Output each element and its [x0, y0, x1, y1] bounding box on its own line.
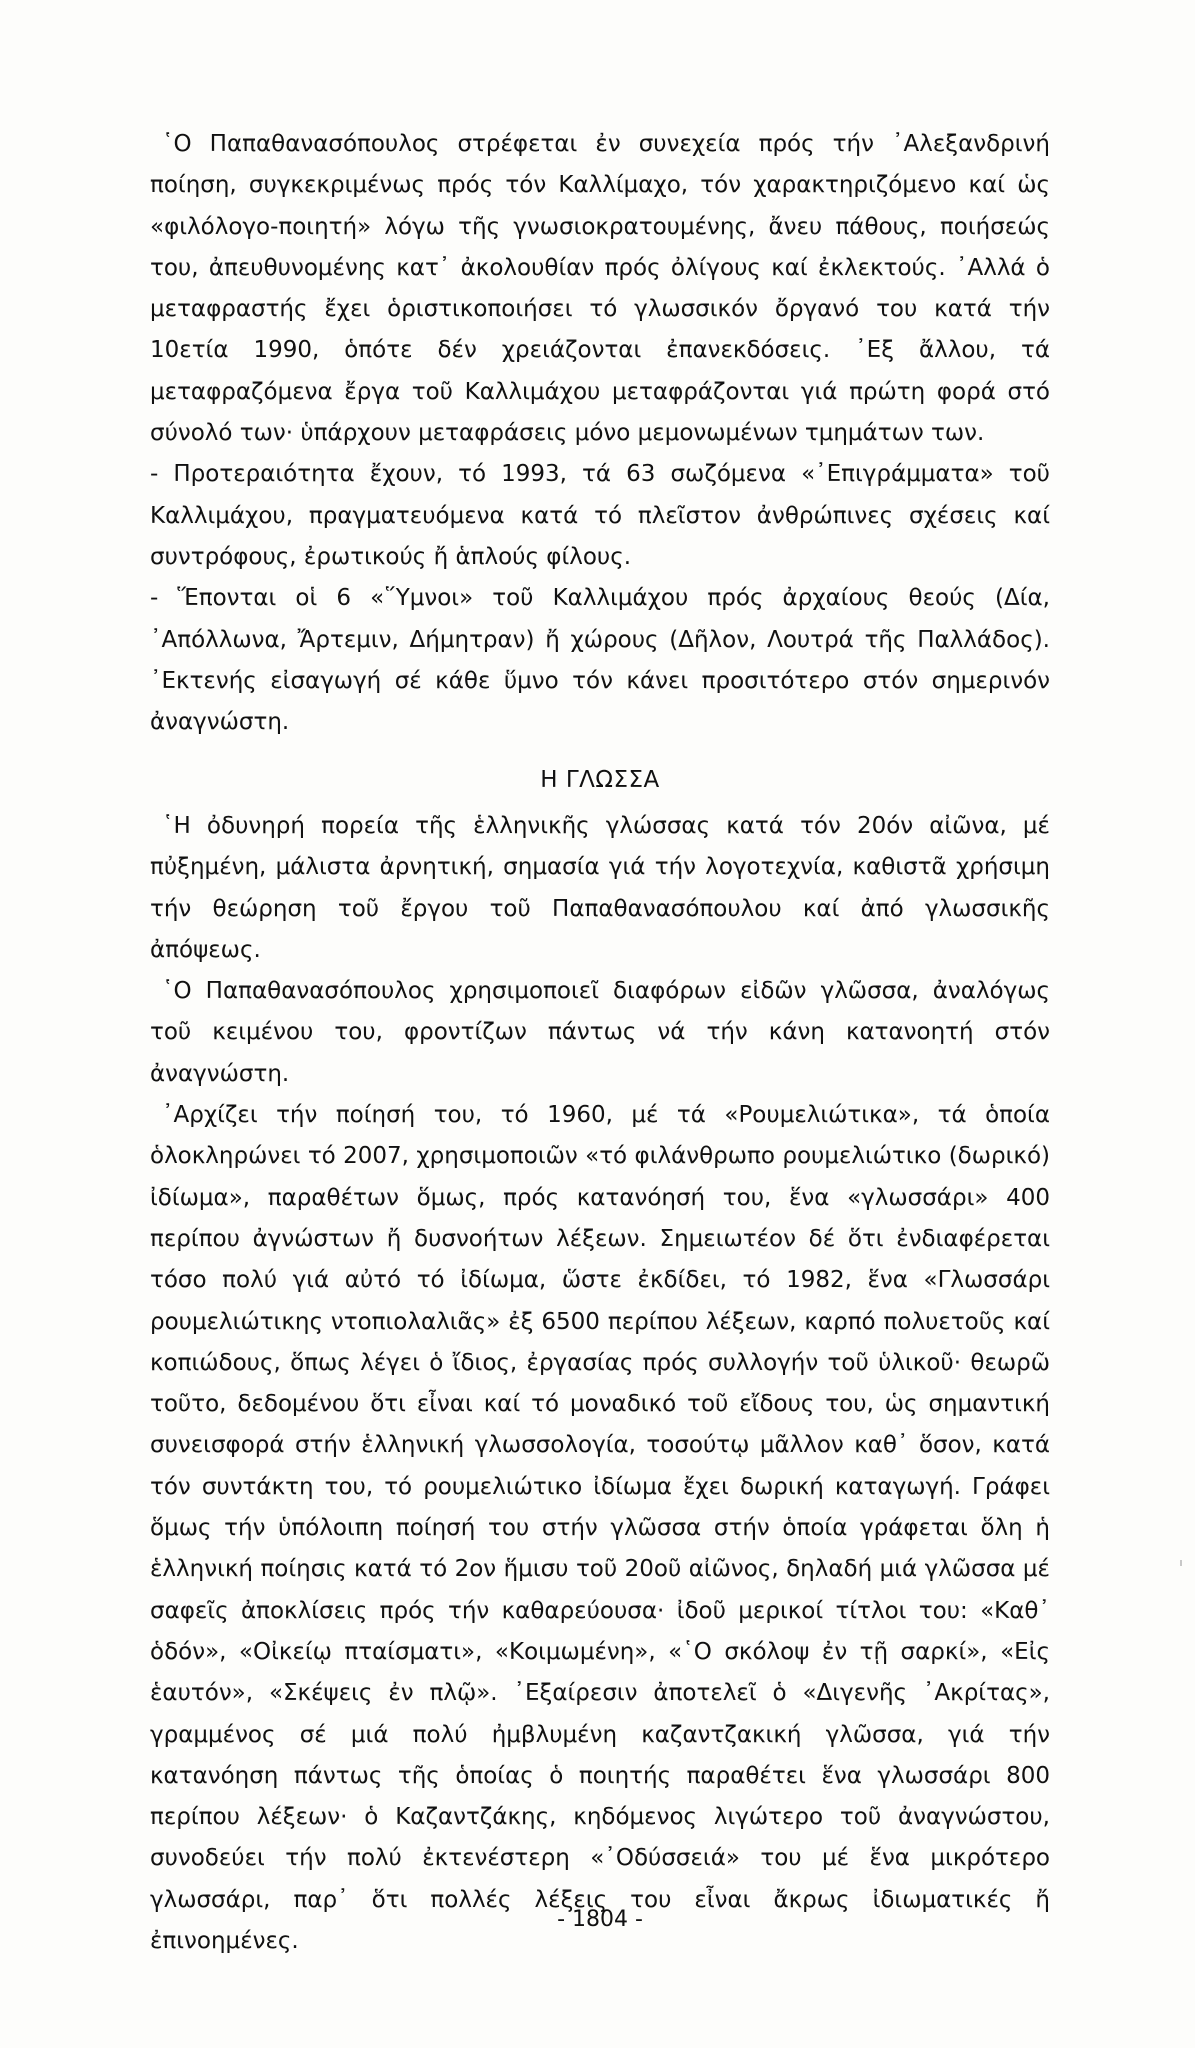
paragraph-language-intro: ῾Η ὀδυνηρή πορεία τῆς ἑλληνικῆς γλώσσας κατά τόν 20όν αἰῶνα, μέ πὐξημένη, μάλιστα ἀρνητική, σημασία γιά τήν λογοτεχνία, καθιστᾶ χρήσιμη τήν θεώρηση τοῦ ἔργου τοῦ Παπαθανασόπουλου καί ἀπό γλωσσικῆς ἀπόψεως.	[150, 813, 1050, 963]
section-heading: Η ΓΛΩΣΣΑ	[540, 767, 660, 793]
body-text-section-one	[150, 124, 1050, 743]
body-text-section-two	[150, 806, 1050, 1962]
paragraph-epigrams: - Προτεραιότητα ἔχουν, τό 1993, τά 63 σωζόμενα «᾿Επιγράμματα» τοῦ Καλλιμάχου, πραγματευόμενα κατά τό πλεῖστον ἀνθρώπινες σχέσεις καί συντρόφους, ἐρωτικούς ἤ ἁπλούς φίλους.	[150, 461, 1050, 570]
paragraph-roumeliotika: ᾿Αρχίζει τήν ποίησή του, τό 1960, μέ τά «Ρουμελιώτικα», τά ὁποία ὁλοκληρώνει τό 2007, χρησιμοποιῶν «τό φιλάνθρωπο ρουμελιώτικο (δωρικό) ἰδίωμα», παραθέτων ὅμως, πρός κατανόησή του, ἕνα «γλωσσάρι» 400 περίπου ἀγνώστων ἤ δυσνοήτων λέξεων. Σημειωτέον δέ ὅτι ἐνδιαφέρεται τόσο πολύ γιά αὐτό τό ἰδίωμα, ὥστε ἐκδίδει, τό 1982, ἕνα «Γλωσσάρι ρουμελιώτικης ντοπιολαλιᾶς» ἐξ 6500 περίπου λέξεων, καρπό πολυετοῦς καί κοπιώδους, ὅπως λέγει ὁ ἴδιος, ἐργασίας πρός συλλογήν τοῦ ὑλικοῦ· θεωρῶ τοῦτο, δεδομένου ὅτι εἶναι καί τό μοναδικό τοῦ εἴδους του, ὡς σημαντική συνεισφορά στήν ἑλληνική γλωσσολογία, τοσούτῳ μᾶλλον καθ᾿ ὅσον, κατά τόν συντάκτη του, τό ρουμελιώτικο ἰδίωμα ἔχει δωρική καταγωγή. Γράφει ὅμως τήν ὑπόλοιπη ποίησή του στήν γλῶσσα στήν ὁποία γράφεται ὅλη ἡ ἑλληνική ποίησις κατά τό 2ον ἥμισυ τοῦ 20οῦ αἰῶνος, δηλαδή μιά γλῶσσα μέ σαφεῖς ἀποκλίσεις πρός τήν καθαρεύουσα· ἰδοῦ μερικοί τίτλοι του: «Καθ᾿ ὁδόν», «Οἰκείῳ πταίσματι», «Κοιμωμένη», «῾Ο σκόλοψ ἐν τῇ σαρκί», «Εἰς ἑαυτόν», «Σκέψεις ἐν πλῷ». ᾿Εξαίρεσιν ἀποτελεῖ ὁ «Διγενῆς ᾿Ακρίτας», γραμμένος σέ μιά πολύ ἠμβλυμένη καζαντζακική γλῶσσα, γιά τήν κατανόηση πάντως τῆς ὁποίας ὁ ποιητής παραθέτει ἕνα γλωσσάρι 800 περίπου λέξεων· ὁ Καζαντζάκης, κηδόμενος λιγώτερο τοῦ ἀναγνώστου, συνοδεύει τήν πολύ ἐκτενέστερη «᾿Οδύσσειά» του μέ ἕνα μικρότερο γλωσσάρι, παρ᾿ ὅτι πολλές λέξεις του εἶναι ἄκρως ἰδιωματικές ἤ ἐπινοημένες.	[150, 1102, 1050, 1955]
paragraph-language-usage: ῾Ο Παπαθανασόπουλος χρησιμοποιεῖ διαφόρων εἰδῶν γλῶσσα, ἀναλόγως τοῦ κειμένου του, φροντίζων πάντως νά τήν κάνη κατανοητή στόν ἀναγνώστη.	[150, 978, 1050, 1087]
paragraph-callimachus-intro: ῾Ο Παπαθανασόπουλος στρέφεται ἐν συνεχεία πρός τήν ᾿Αλεξανδρινή ποίηση, συγκεκριμένως πρός τόν Καλλίμαχο, τόν χαρακτηριζόμενο καί ὡς «φιλόλογο-ποιητή» λόγω τῆς γνωσιοκρατουμένης, ἄνευ πάθους, ποιήσεώς του, ἀπευθυνομένης κατ᾿ ἀκολουθίαν πρός ὀλίγους καί ἐκλεκτούς. ᾿Αλλά ὁ μεταφραστής ἔχει ὁριστικοποιήσει τό γλωσσικόν ὄργανό του κατά τήν 10ετία 1990, ὁπότε δέν χρειάζονται ἐπανεκδόσεις. ᾿Εξ ἄλλου, τά μεταφραζόμενα ἔργα τοῦ Καλλιμάχου μεταφράζονται γιά πρώτη φορά στό σύνολό των· ὑπάρχουν μεταφράσεις μόνο μεμονωμένων τμημάτων των.	[150, 131, 1050, 447]
scan-speck	[1180, 1560, 1182, 1566]
page-number: - 1804 -	[557, 1907, 643, 1932]
paragraph-hymns: - Ἕπονται οἱ 6 «῞Υμνοι» τοῦ Καλλιμάχου πρός ἀρχαίους θεούς (Δία, ᾿Απόλλωνα, Ἄρτεμιν, Δήμητραν) ἤ χώρους (Δῆλον, Λουτρά τῆς Παλλάδος). ᾿Εκτενής εἰσαγωγή σέ κάθε ὕμνο τόν κάνει προσιτότερο στόν σημερινόν ἀναγνώστη.	[150, 585, 1050, 736]
